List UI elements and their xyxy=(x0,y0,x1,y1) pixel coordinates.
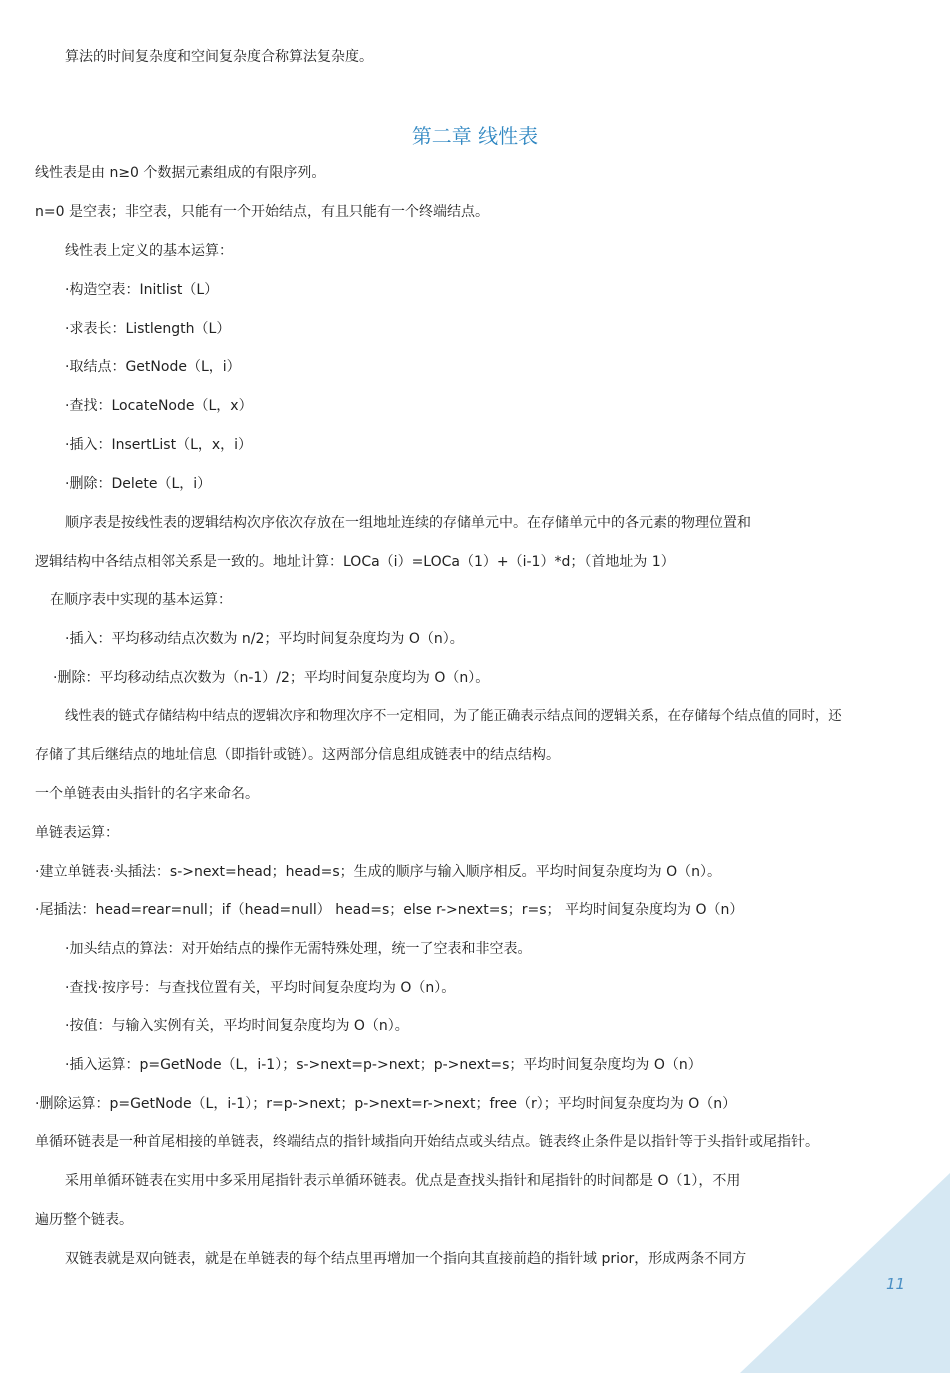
page-number: 11 xyxy=(886,1275,906,1293)
list-item: ·构造空表：Initlist（L） xyxy=(65,282,219,298)
corner-decoration xyxy=(740,1173,950,1373)
list-item: ·加头结点的算法：对开始结点的操作无需特殊处理，统一了空表和非空表。 xyxy=(65,941,532,957)
paragraph-line: 双链表就是双向链表，就是在单链表的每个结点里再增加一个指向其直接前趋的指针域 prior，形成两条不同方 xyxy=(65,1251,747,1267)
paragraph-line: 顺序表是按线性表的逻辑结构次序依次存放在一组地址连续的存储单元中。在存储单元中的各元素的物理位置和 xyxy=(65,515,751,531)
paragraph-line: 在顺序表中实现的基本运算： xyxy=(50,592,232,608)
list-item: ·取结点：GetNode（L，i） xyxy=(65,359,241,375)
list-item: ·查找：LocateNode（L，x） xyxy=(65,398,253,414)
paragraph-line: 线性表是由 n≥0 个数据元素组成的有限序列。 xyxy=(35,165,326,181)
list-item: ·插入：InsertList（L，x，i） xyxy=(65,437,253,453)
paragraph-line: 线性表上定义的基本运算： xyxy=(65,243,233,259)
list-item: ·删除：Delete（L，i） xyxy=(65,476,212,492)
list-item: ·按值：与输入实例有关，平均时间复杂度均为 O（n）。 xyxy=(65,1018,409,1034)
list-item: ·查找·按序号：与查找位置有关，平均时间复杂度均为 O（n）。 xyxy=(65,980,456,996)
paragraph-line: 采用单循环链表在实用中多采用尾指针表示单循环链表。优点是查找头指针和尾指针的时间都是 O（1），不用 xyxy=(65,1173,741,1189)
paragraph-line: n=0 是空表；非空表，只能有一个开始结点，有且只能有一个终端结点。 xyxy=(35,204,489,220)
list-item: ·插入：平均移动结点次数为 n/2；平均时间复杂度均为 O（n）。 xyxy=(65,631,464,647)
paragraph-line: 遍历整个链表。 xyxy=(35,1212,133,1228)
list-item: ·删除运算：p=GetNode（L，i-1）；r=p->next；p->next=r->next；free（r）；平均时间复杂度均为 O（n） xyxy=(35,1096,737,1112)
list-item: ·删除：平均移动结点次数为（n-1）/2；平均时间复杂度均为 O（n）。 xyxy=(53,670,490,686)
list-item: ·插入运算：p=GetNode（L，i-1）；s->next=p->next；p->next=s；平均时间复杂度均为 O（n） xyxy=(65,1057,702,1073)
paragraph-line: 线性表的链式存储结构中结点的逻辑次序和物理次序不一定相同，为了能正确表示结点间的逻辑关系，在存储每个结点值的同时，还 xyxy=(65,709,842,724)
list-item: ·求表长：Listlength（L） xyxy=(65,321,231,337)
intro-line: 算法的时间复杂度和空间复杂度合称算法复杂度。 xyxy=(65,49,373,65)
chapter-title: 第二章 线性表 xyxy=(411,124,539,148)
list-item: ·尾插法：head=rear=null；if（head=null） head=s；else r->next=s；r=s； 平均时间复杂度均为 O（n） xyxy=(35,902,744,918)
paragraph-line: 存储了其后继结点的地址信息（即指针或链）。这两部分信息组成链表中的结点结构。 xyxy=(35,747,560,763)
paragraph-line: 单链表运算： xyxy=(35,825,119,841)
list-item: ·建立单链表·头插法：s->next=head；head=s；生成的顺序与输入顺序相反。平均时间复杂度均为 O（n）。 xyxy=(35,864,721,880)
paragraph-line: 一个单链表由头指针的名字来命名。 xyxy=(35,786,259,802)
paragraph-line: 逻辑结构中各结点相邻关系是一致的。地址计算：LOCa（i）=LOCa（1）+（i-1）*d；（首地址为 1） xyxy=(35,554,675,570)
paragraph-line: 单循环链表是一种首尾相接的单链表，终端结点的指针域指向开始结点或头结点。链表终止条件是以指针等于头指针或尾指针。 xyxy=(35,1134,819,1150)
